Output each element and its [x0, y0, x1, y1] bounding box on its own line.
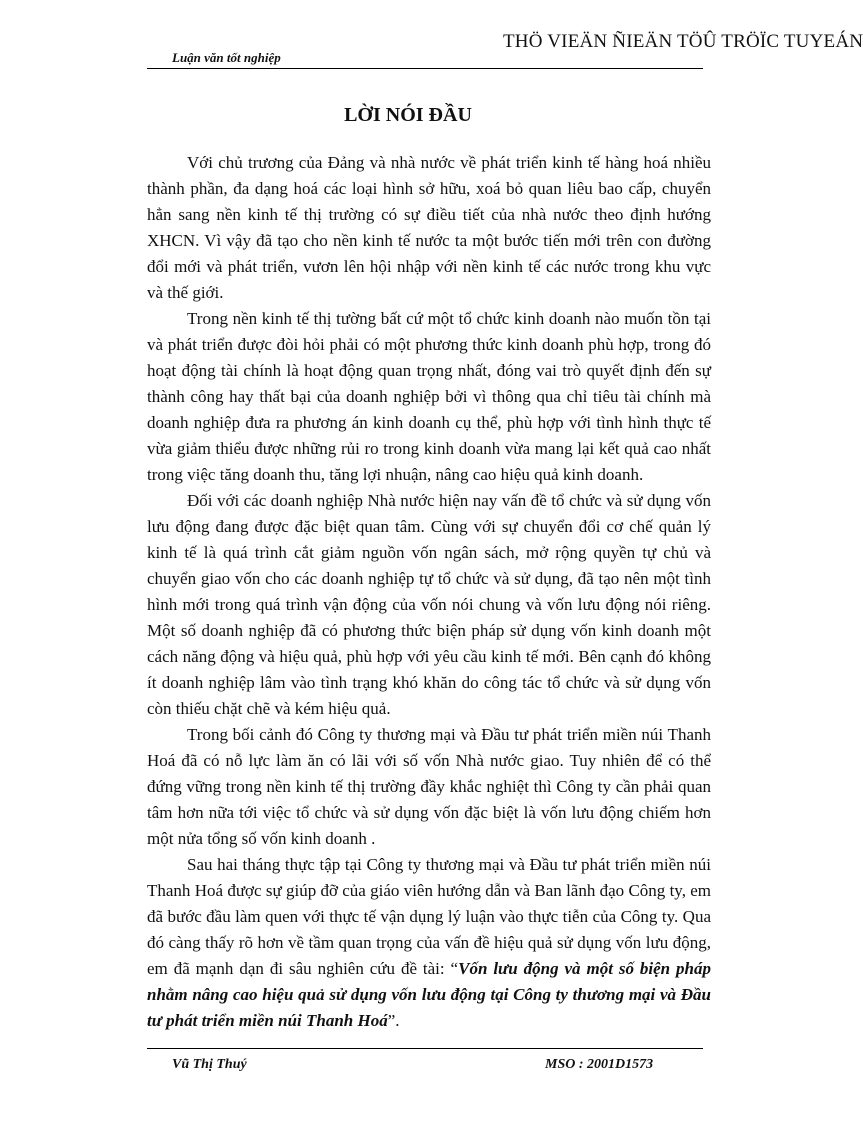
- paragraph-5-intro: Sau hai tháng thực tập tại Công ty thương mại và Đầu tư phát triển miền núi Thanh Hoá được sự giúp đỡ của giáo viên hướng dẫn và Ban lãnh đạo Công ty, em đã bước đầu làm quen với thực tế vận dụng lý luận vào thực tiễn của Công ty. Qua đó càng thấy rõ hơn về tầm quan trọng của vấn đề hiệu quả sử dụng vốn lưu động, em đã mạnh dạn đi sâu nghiên cứu đề tài: “: [147, 855, 711, 978]
- body-text: [147, 150, 711, 1034]
- paragraph-3: Đối với các doanh nghiệp Nhà nước hiện nay vấn đề tổ chức và sử dụng vốn lưu động đang được đặc biệt quan tâm. Cùng với sự chuyển đổi cơ chế quản lý kinh tế là quá trình cắt giảm nguồn vốn ngân sách, mở rộng quyền tự chủ và chuyển giao vốn cho các doanh nghiệp tự tổ chức và sử dụng, đã tạo nên một tình hình mới trong quá trình vận động của vốn nói chung và vốn lưu động nói riêng. Một số doanh nghiệp đã có phương thức biện pháp sử dụng vốn kinh doanh một cách năng động và hiệu quả, phù hợp với yêu cầu kinh tế mới. Bên cạnh đó không ít doanh nghiệp lâm vào tình trạng khó khăn do công tác tổ chức và sử dụng vốn còn thiếu chặt chẽ và kém hiệu quả.: [147, 491, 711, 718]
- page-title: LỜI NÓI ĐẦU: [344, 104, 472, 126]
- header-document-type: Luận văn tốt nghiệp: [172, 50, 281, 65]
- header-divider: [147, 68, 703, 69]
- footer-divider: [147, 1048, 703, 1049]
- footer-student-id: MSO : 2001D1573: [545, 1057, 654, 1072]
- paragraph-1: Với chủ trương của Đảng và nhà nước về phát triển kinh tế hàng hoá nhiều thành phần, đa dạng hoá các loại hình sở hữu, xoá bỏ quan liêu bao cấp, chuyển hẳn sang nền kinh tế thị trường có sự điều tiết của nhà nước theo định hướng XHCN. Vì vậy đã tạo cho nền kinh tế nước ta một bước tiến mới trên con đường đổi mới và phát triển, vươn lên hội nhập với nền kinh tế các nước trong khu vực và thế giới.: [147, 153, 711, 302]
- header-library-name: THÖ VIEÄN ÑIEÄN TÖÛ TRÖÏC TUYEÁN: [503, 31, 863, 52]
- paragraph-4: Trong bối cảnh đó Công ty thương mại và Đầu tư phát triển miền núi Thanh Hoá đã có nỗ lực làm ăn có lãi với số vốn Nhà nước giao. Tuy nhiên để có thể đứng vững trong nền kinh tế thị trường đầy khắc nghiệt thì Công ty cần phải quan tâm hơn nữa tới việc tổ chức và sử dụng vốn đặc biệt là vốn lưu động chiếm hơn một nửa tổng số vốn kinh doanh .: [147, 725, 711, 848]
- paragraph-2: Trong nền kinh tế thị tường bất cứ một tổ chức kinh doanh nào muốn tồn tại và phát triển được đòi hỏi phải có một phương thức kinh doanh phù hợp, trong đó hoạt động tài chính là hoạt động quan trọng nhất, đóng vai trò quyết định đến sự thành công hay thất bại của doanh nghiệp bởi vì thông qua chỉ tiêu tài chính mà doanh nghiệp đưa ra phương án kinh doanh cụ thể, phù hợp với tình hình thực tế vừa giảm thiểu được những rủi ro trong kinh doanh vừa mang lại kết quả cao nhất trong việc tăng doanh thu, tăng lợi nhuận, nâng cao hiệu quả kinh doanh.: [147, 309, 711, 484]
- paragraph-5-outro: ”.: [387, 1011, 400, 1030]
- footer-author: Vũ Thị Thuý: [172, 1057, 247, 1072]
- thesis-topic: Vốn lưu động và một số biện pháp nhằm nâng cao hiệu quả sử dụng vốn lưu động tại Công ty thương mại và Đầu tư phát triển miền núi Thanh Hoá: [147, 959, 711, 1030]
- paragraph-5: [147, 852, 711, 1034]
